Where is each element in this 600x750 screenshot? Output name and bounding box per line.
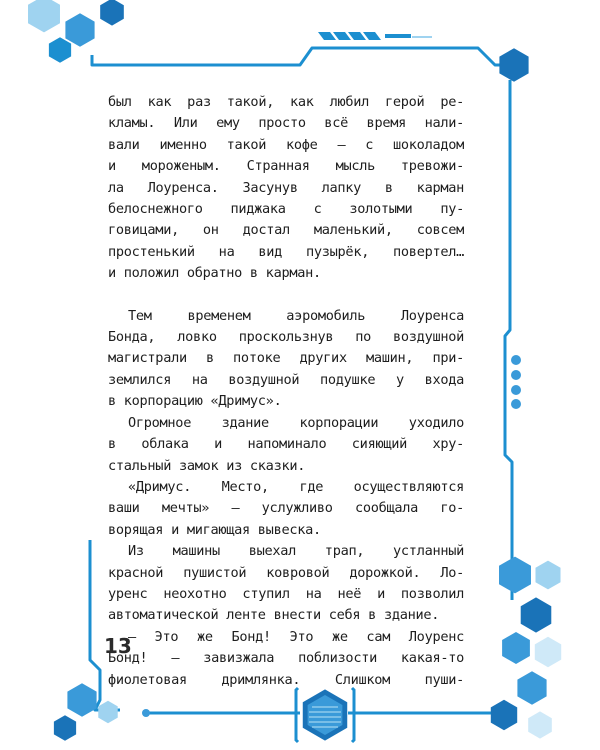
text-line: землился на воздушной подушке у входа [108,371,464,388]
text-line: в корпорацию «Дримус». [108,393,282,410]
page-body [108,92,464,691]
text-line: ла Лоуренса. Засунув лапку в карман [108,179,464,196]
text-line: уренс неохотно ступил на неё и позволил [108,585,464,602]
paragraph-2 [108,306,464,413]
paragraph-3 [108,413,464,477]
text-line: Огромное здание корпорации уходило [128,414,464,431]
text-line: Тем временем аэромобиль Лоуренса [128,307,464,324]
text-line: говицами, он достал маленький, совсем [108,222,464,239]
text-line: и мороженым. Странная мысль тревожи- [108,158,464,175]
text-line: Бонда, ловко проскользнув по воздушной [108,329,464,346]
text-line: автоматической ленте внести себя в здание. [108,607,440,624]
text-line: Бонд! — завизжала поблизости какая-то [108,650,464,667]
text-line: белоснежного пиджака с золотыми пу- [108,201,464,218]
paragraph-6 [108,627,464,691]
text-line: — Это же Бонд! Это же сам Лоуренс [128,628,464,645]
text-line: ваши мечты» — услужливо сообщала го- [108,500,464,517]
text-line: вали именно такой кофе — с шоколадом [108,136,464,153]
text-line: и положил обратно в карман. [108,265,321,282]
text-line: ворящая и мигающая вывеска. [108,521,321,538]
text-line: «Дримус. Место, где осуществляются [128,478,464,495]
paragraph-5 [108,541,464,627]
paragraph-1 [108,92,464,285]
text-line: Из машины выехал трап, устланный [128,543,464,560]
text-line: в облака и напоминало сияющий хру- [108,436,464,453]
text-line: фиолетовая дримлянка. Слишком пуши- [108,671,464,688]
section-gap [108,285,464,306]
page-number: 13 [104,634,132,658]
text-line: магистрали в потоке других машин, при- [108,350,464,367]
text-line: был как раз такой, как любил герой ре- [108,94,464,110]
text-line: кламы. Или ему просто всё время нали- [108,115,464,132]
text-line: стальный замок из сказки. [108,457,306,474]
text-line: красной пушистой ковровой дорожкой. Ло- [108,564,464,581]
text-line: простенький на вид пузырёк, повертел… [108,243,464,260]
paragraph-4 [108,477,464,541]
